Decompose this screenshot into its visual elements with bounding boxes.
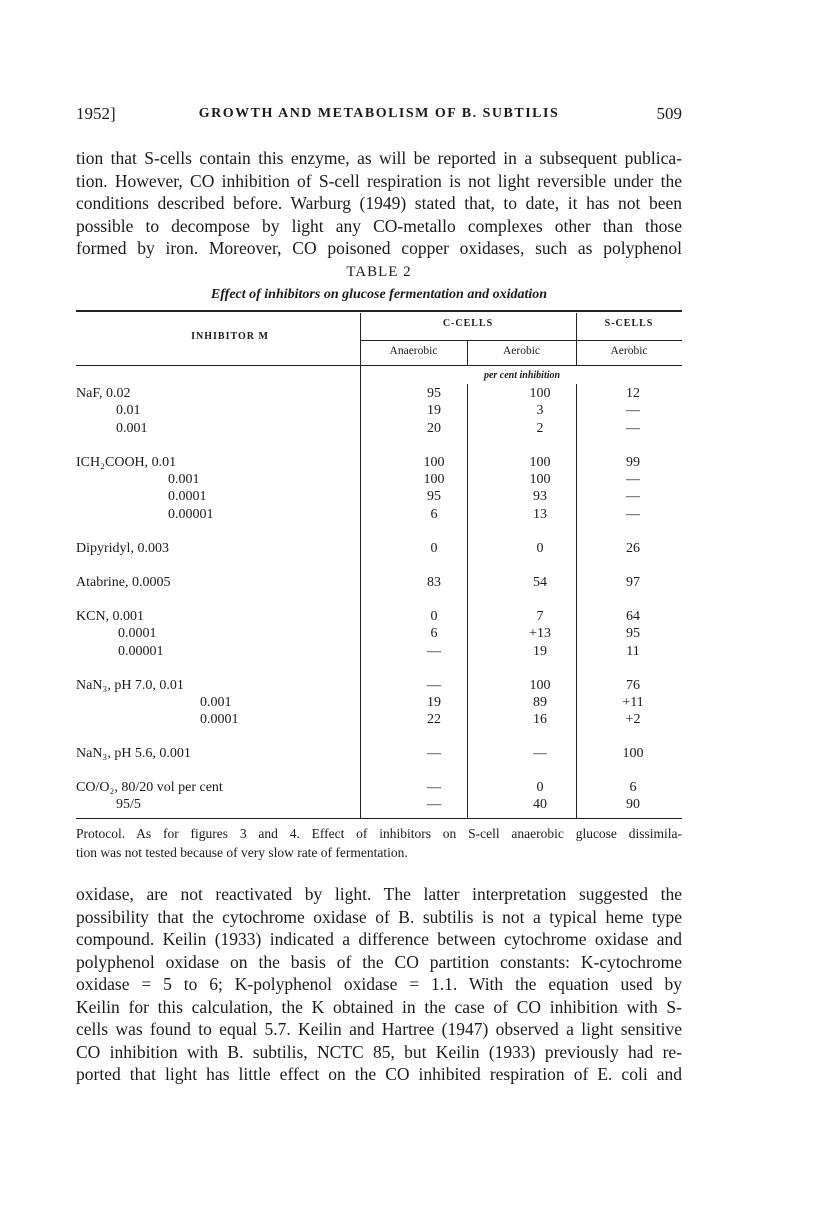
c-cells-header: C-CELLS xyxy=(442,318,494,329)
inhibitor-label: 0.0001 xyxy=(168,489,207,504)
inhibitor-label: 0.001 xyxy=(200,695,232,710)
inhibitor-label: NaN₃, pH 7.0, 0.01 xyxy=(76,678,184,693)
bottom-paragraph xyxy=(76,883,682,1086)
table-footnote xyxy=(76,824,682,862)
text-line: possible to decompose by light any CO-metallo complexes other than those xyxy=(76,215,682,236)
s-aerobic-value: 76 xyxy=(626,678,640,693)
inhibitor-label: 95/5 xyxy=(116,797,141,812)
s-aerobic-value: 11 xyxy=(626,644,640,659)
s-aerobic-header: Aerobic xyxy=(610,345,648,357)
c-anaerobic-value: 6 xyxy=(430,626,438,641)
c-aerobic-value: 93 xyxy=(533,489,547,504)
c-aerobic-value: 3 xyxy=(536,403,544,418)
inhibitor-label: ICH₂COOH, 0.01 xyxy=(76,455,177,470)
s-cells-header: S-CELLS xyxy=(604,318,654,329)
table-row xyxy=(76,403,682,420)
s-aerobic-value: 99 xyxy=(626,455,640,470)
c-aerobic-value: 89 xyxy=(533,695,547,710)
inhibitor-label: 0.00001 xyxy=(168,507,214,522)
s-aerobic-value: 12 xyxy=(626,386,640,401)
c-cells-rule xyxy=(360,340,682,341)
inhibitor-label: KCN, 0.001 xyxy=(76,609,145,624)
text-line: compound. Keilin (1933) indicated a difference between cytochrome oxidase and xyxy=(76,929,682,949)
c-aerobic-value: 100 xyxy=(529,472,551,487)
c-aerobic-value: 2 xyxy=(536,421,544,436)
c-anaerobic-value: — xyxy=(427,746,441,761)
c-anaerobic-value: 20 xyxy=(427,421,441,436)
text-line: oxidase, are not reactivated by light. The latter interpretation suggested the xyxy=(76,884,682,904)
c-anaerobic-value: — xyxy=(427,644,441,659)
inhibitor-label: 0.00001 xyxy=(118,644,164,659)
text-line: CO inhibition with B. subtilis, NCTC 85, but Keilin (1933) previously had re- xyxy=(76,1041,682,1062)
page-number: 509 xyxy=(656,104,682,123)
inhibitor-label: NaN₃, pH 5.6, 0.001 xyxy=(76,746,191,761)
c-anaerobic-value: 95 xyxy=(427,489,441,504)
table-row xyxy=(76,472,682,489)
c-anaerobic-header: Anaerobic xyxy=(389,345,438,357)
c-aerobic-value: +13 xyxy=(529,626,551,641)
inhibitor-label: CO/O₂, 80/20 vol per cent xyxy=(76,780,223,795)
text-line: possibility that the cytochrome oxidase of B. subtilis is not a typical heme type xyxy=(76,906,682,927)
c-anaerobic-value: 100 xyxy=(423,455,445,470)
s-aerobic-value: 64 xyxy=(626,609,640,624)
c-aerobic-header: Aerobic xyxy=(502,345,541,357)
table-title: TABLE 2 xyxy=(346,264,412,280)
c-aerobic-value: 100 xyxy=(529,455,551,470)
table-row xyxy=(76,609,682,626)
s-aerobic-value: 26 xyxy=(626,541,640,556)
text-line: polyphenol oxidase on the basis of the CO partition constants: K-cytochrome xyxy=(76,951,682,972)
s-aerobic-value: 6 xyxy=(629,780,637,795)
year-label: 1952] xyxy=(76,104,116,123)
c-anaerobic-value: — xyxy=(427,797,441,812)
c-aerobic-value: — xyxy=(533,746,547,761)
table-row xyxy=(76,797,682,814)
c-anaerobic-value: 6 xyxy=(430,507,438,522)
table-row xyxy=(76,575,682,592)
c-anaerobic-value: 100 xyxy=(423,472,445,487)
inhibitor-label: 0.001 xyxy=(168,472,200,487)
c-anaerobic-value: 95 xyxy=(427,386,441,401)
table-row xyxy=(76,712,682,729)
table-row xyxy=(76,746,682,763)
s-aerobic-value: 95 xyxy=(626,626,640,641)
table-row xyxy=(76,541,682,558)
s-aerobic-value: — xyxy=(626,489,640,504)
running-title: GROWTH AND METABOLISM OF B. SUBTILIS xyxy=(198,106,560,121)
c-aerobic-value: 7 xyxy=(536,609,544,624)
c-aerobic-value: 0 xyxy=(536,541,544,556)
inhibitor-label: NaF, 0.02 xyxy=(76,386,131,401)
table-row xyxy=(76,455,682,472)
s-aerobic-value: +11 xyxy=(622,695,644,710)
inhibitor-label: 0.01 xyxy=(116,403,141,418)
c-anaerobic-value: 83 xyxy=(427,575,441,590)
c-anaerobic-value: 19 xyxy=(427,695,441,710)
top-paragraph xyxy=(76,147,682,260)
inhibitor-header: INHIBITOR M xyxy=(191,331,269,342)
table-row xyxy=(76,678,682,695)
inhibitor-label: 0.0001 xyxy=(118,626,157,641)
table-header-rule xyxy=(76,365,682,366)
table-top-rule xyxy=(76,310,682,312)
c-aerobic-value: 100 xyxy=(529,386,551,401)
text-line: formed by iron. Moreover, CO poisoned copper oxidases, such as polyphenol xyxy=(76,238,682,258)
text-line: oxidase = 5 to 6; K-polyphenol oxidase = 1.1. With the equation used by xyxy=(76,974,682,994)
text-line: cells was found to equal 5.7. Keilin and Hartree (1947) observed a light sensitive xyxy=(76,1019,682,1039)
c-aerobic-value: 19 xyxy=(533,644,547,659)
footnote-line: Protocol. As for figures 3 and 4. Effect of inhibitors on S-cell anaerobic glucose dissimila- xyxy=(76,826,682,841)
table-row xyxy=(76,421,682,438)
unit-label: per cent inhibition xyxy=(483,370,561,381)
text-line: Keilin for this calculation, the K obtained in the case of CO inhibition with S- xyxy=(76,996,682,1017)
s-aerobic-value: — xyxy=(626,507,640,522)
table-row xyxy=(76,386,682,403)
s-aerobic-value: 97 xyxy=(626,575,640,590)
c-anaerobic-value: 0 xyxy=(430,541,438,556)
c-anaerobic-value: — xyxy=(427,780,441,795)
page-header xyxy=(76,104,682,130)
table-row xyxy=(76,780,682,797)
c-aerobic-value: 54 xyxy=(533,575,547,590)
c-aerobic-value: 40 xyxy=(533,797,547,812)
c-anaerobic-value: 22 xyxy=(427,712,441,727)
s-aerobic-value: — xyxy=(626,403,640,418)
c-anaerobic-value: — xyxy=(427,678,441,693)
table-subtitle: Effect of inhibitors on glucose fermentation and oxidation xyxy=(210,287,548,302)
text-line: conditions described before. Warburg (1949) stated that, to date, it has not been xyxy=(76,193,682,213)
table-row xyxy=(76,626,682,643)
table-row xyxy=(76,507,682,524)
inhibitor-label: 0.001 xyxy=(116,421,148,436)
s-aerobic-value: +2 xyxy=(625,712,641,727)
c-aerobic-value: 0 xyxy=(536,780,544,795)
inhibitor-label: 0.0001 xyxy=(200,712,239,727)
c-aerobic-value: 13 xyxy=(533,507,547,522)
s-aerobic-value: — xyxy=(626,421,640,436)
table-bottom-rule xyxy=(76,818,682,819)
footnote-line: tion was not tested because of very slow rate of fermentation. xyxy=(76,845,408,860)
table-row xyxy=(76,489,682,506)
s-aerobic-value: — xyxy=(626,472,640,487)
s-aerobic-value: 100 xyxy=(622,746,644,761)
table-row xyxy=(76,695,682,712)
inhibitor-label: Dipyridyl, 0.003 xyxy=(76,541,169,556)
text-line: ported that light has little effect on the CO inhibited respiration of E. coli and xyxy=(76,1064,682,1084)
c-anaerobic-value: 19 xyxy=(427,403,441,418)
c-aerobic-value: 100 xyxy=(529,678,551,693)
c-anaerobic-value: 0 xyxy=(430,609,438,624)
c-aerobic-value: 16 xyxy=(533,712,547,727)
text-line: tion that S-cells contain this enzyme, as will be reported in a subsequent publica- xyxy=(76,148,682,168)
inhibitor-label: Atabrine, 0.0005 xyxy=(76,575,171,590)
s-aerobic-value: 90 xyxy=(626,797,640,812)
table-row xyxy=(76,644,682,661)
text-line: tion. However, CO inhibition of S-cell respiration is not light reversible under the xyxy=(76,170,682,191)
